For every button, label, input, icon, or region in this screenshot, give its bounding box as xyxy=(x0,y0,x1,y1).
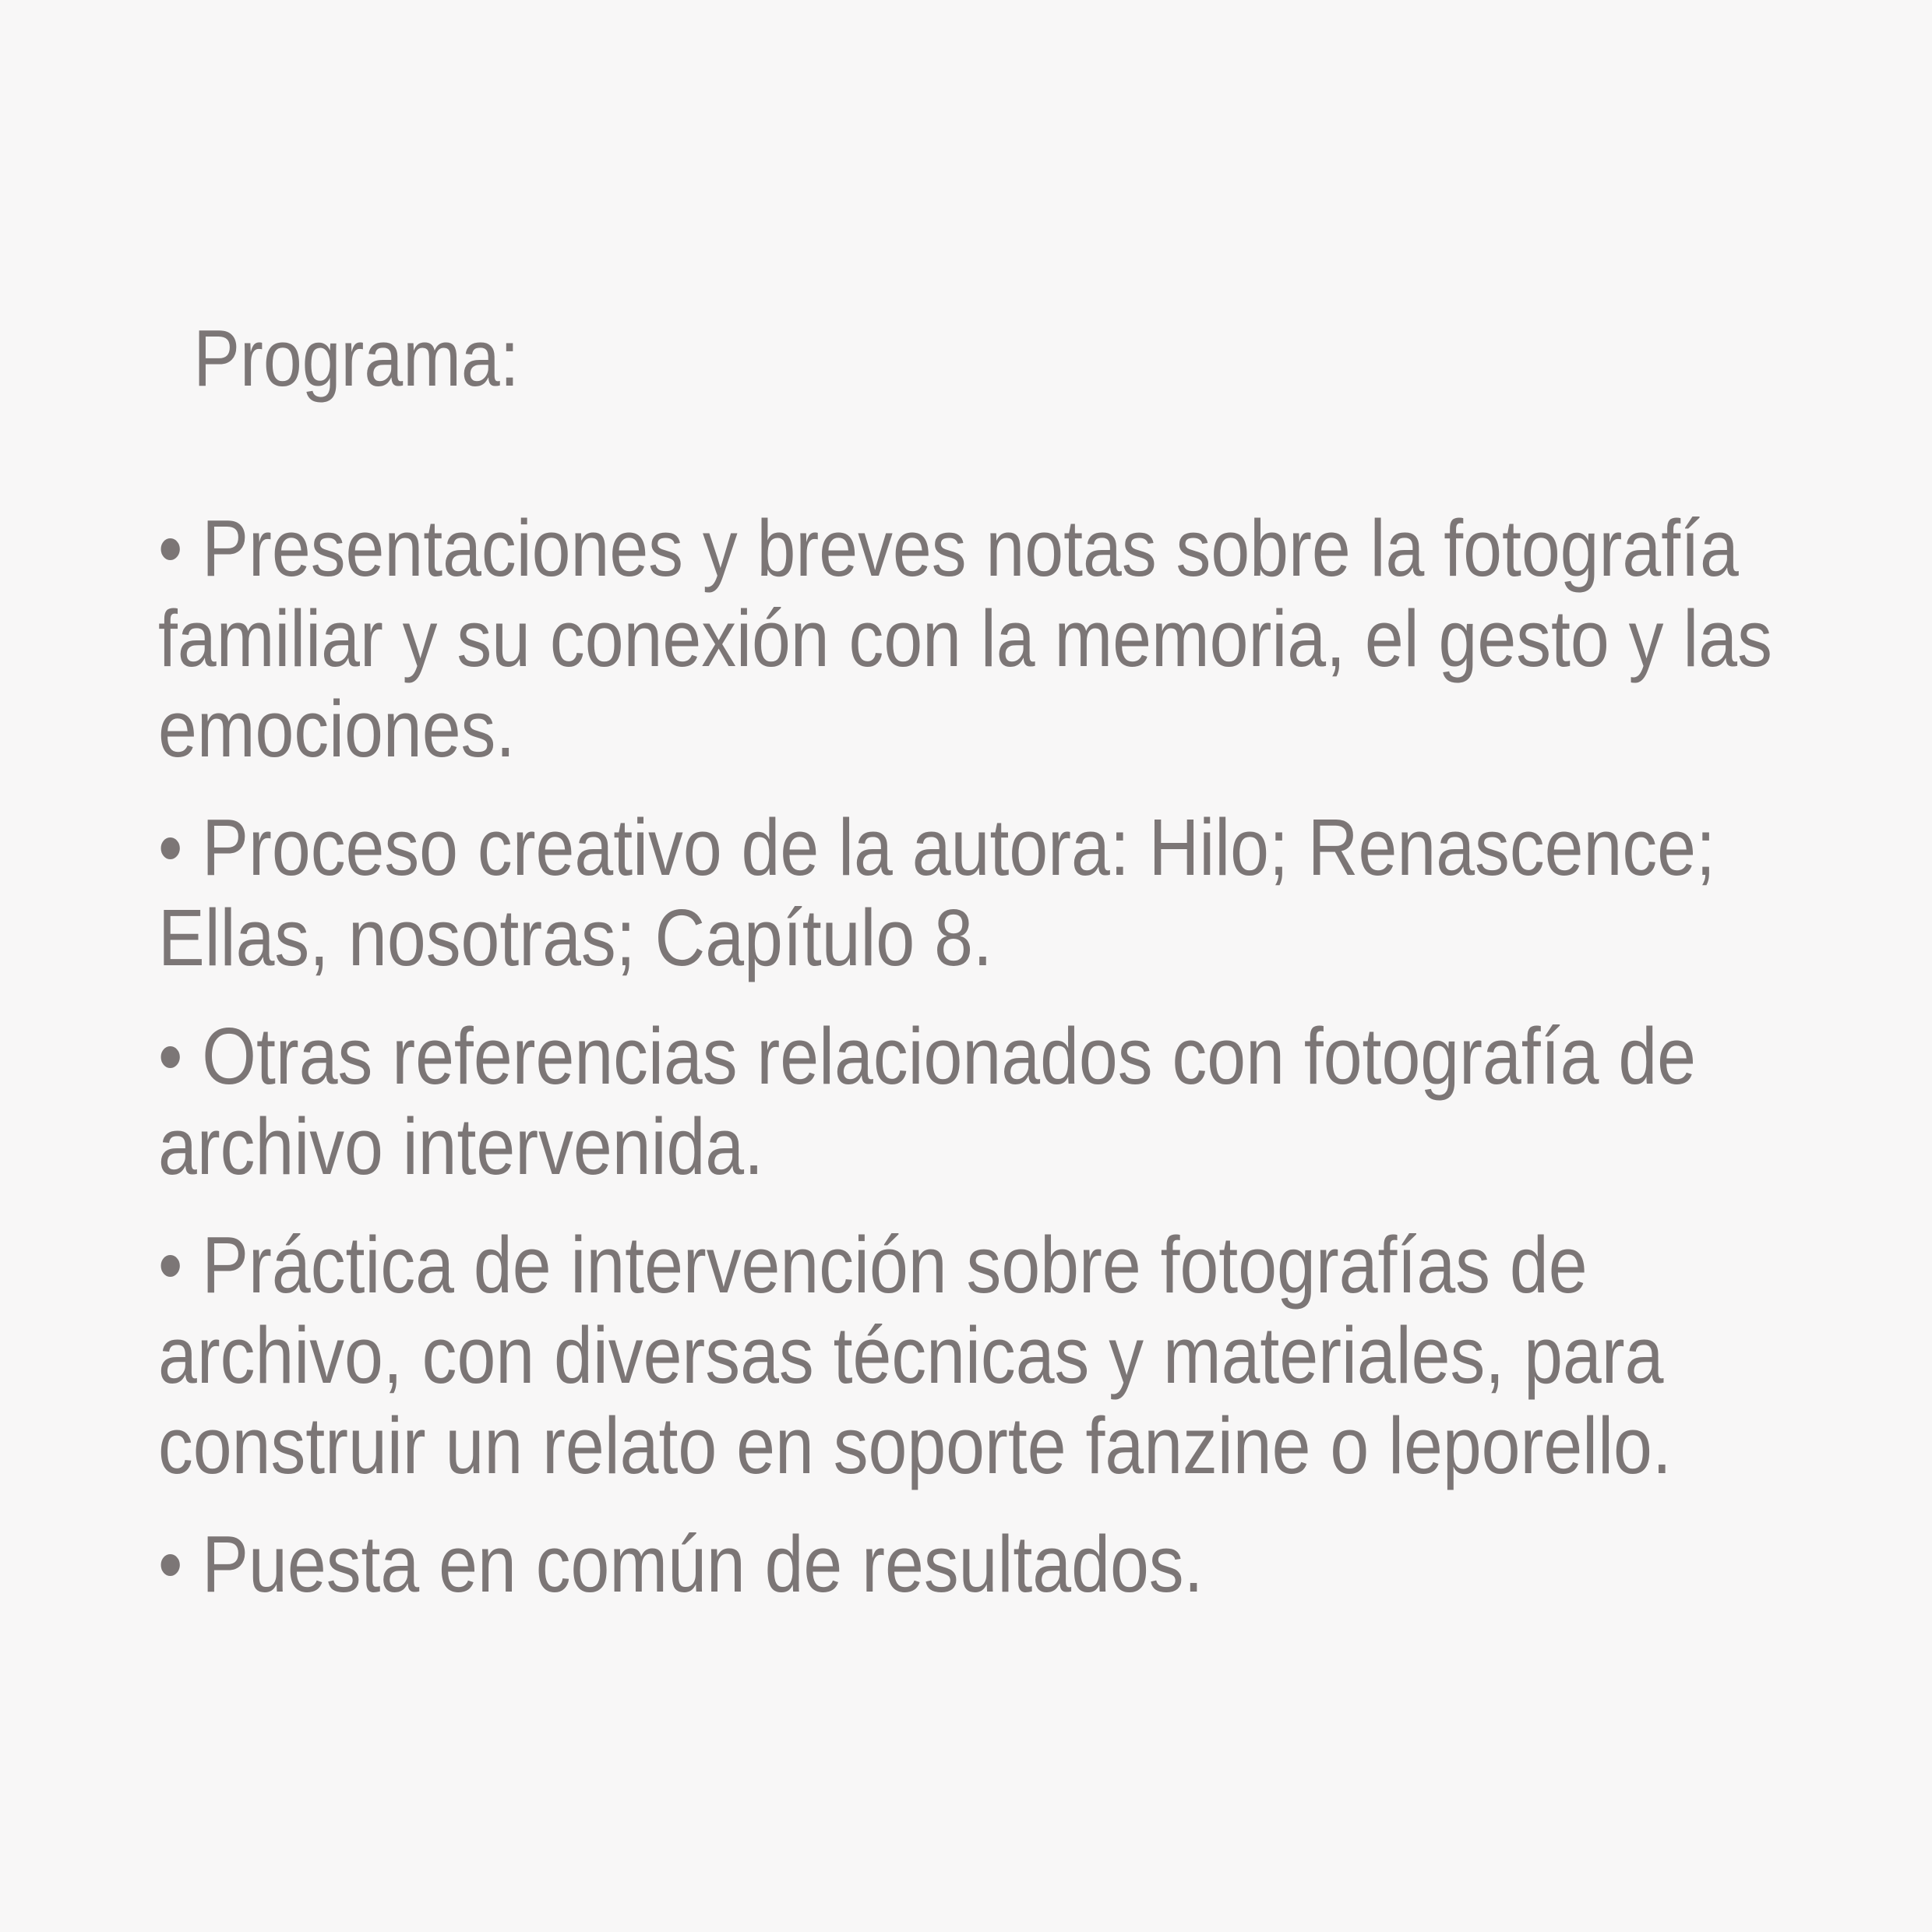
bullet-item xyxy=(158,503,1932,774)
bullet-item xyxy=(158,1220,1932,1491)
bullet-line: • Proceso creativo de la autora: Hilo; Renascence; xyxy=(158,802,1715,892)
bullet-line: • Presentaciones y breves notas sobre la fotografía xyxy=(158,503,1739,593)
bullet-line: • Práctica de intervención sobre fotografías de xyxy=(158,1220,1588,1310)
bullet-line: familiar y su conexión con la memoria, el gesto y las xyxy=(158,594,1772,683)
bullet-line: • Puesta en común de resultados. xyxy=(158,1519,1204,1609)
bullet-item xyxy=(158,1519,1932,1609)
bullet-line: archivo intervenida. xyxy=(158,1102,764,1191)
bullet-line: • Otras referencias relacionados con fotografía de xyxy=(158,1011,1697,1101)
bullet-item xyxy=(158,1011,1932,1192)
bullet-line: archivo, con diversas técnicas y materiales, para xyxy=(158,1310,1664,1400)
page-title: Programa: xyxy=(193,313,520,403)
program-content xyxy=(158,313,1932,1609)
bullet-item xyxy=(158,802,1932,983)
bullet-line: Ellas, nosotras; Capítulo 8. xyxy=(158,893,992,982)
bullet-line: emociones. xyxy=(158,684,516,774)
bullet-line: construir un relato en soporte fanzine o leporello. xyxy=(158,1401,1672,1490)
